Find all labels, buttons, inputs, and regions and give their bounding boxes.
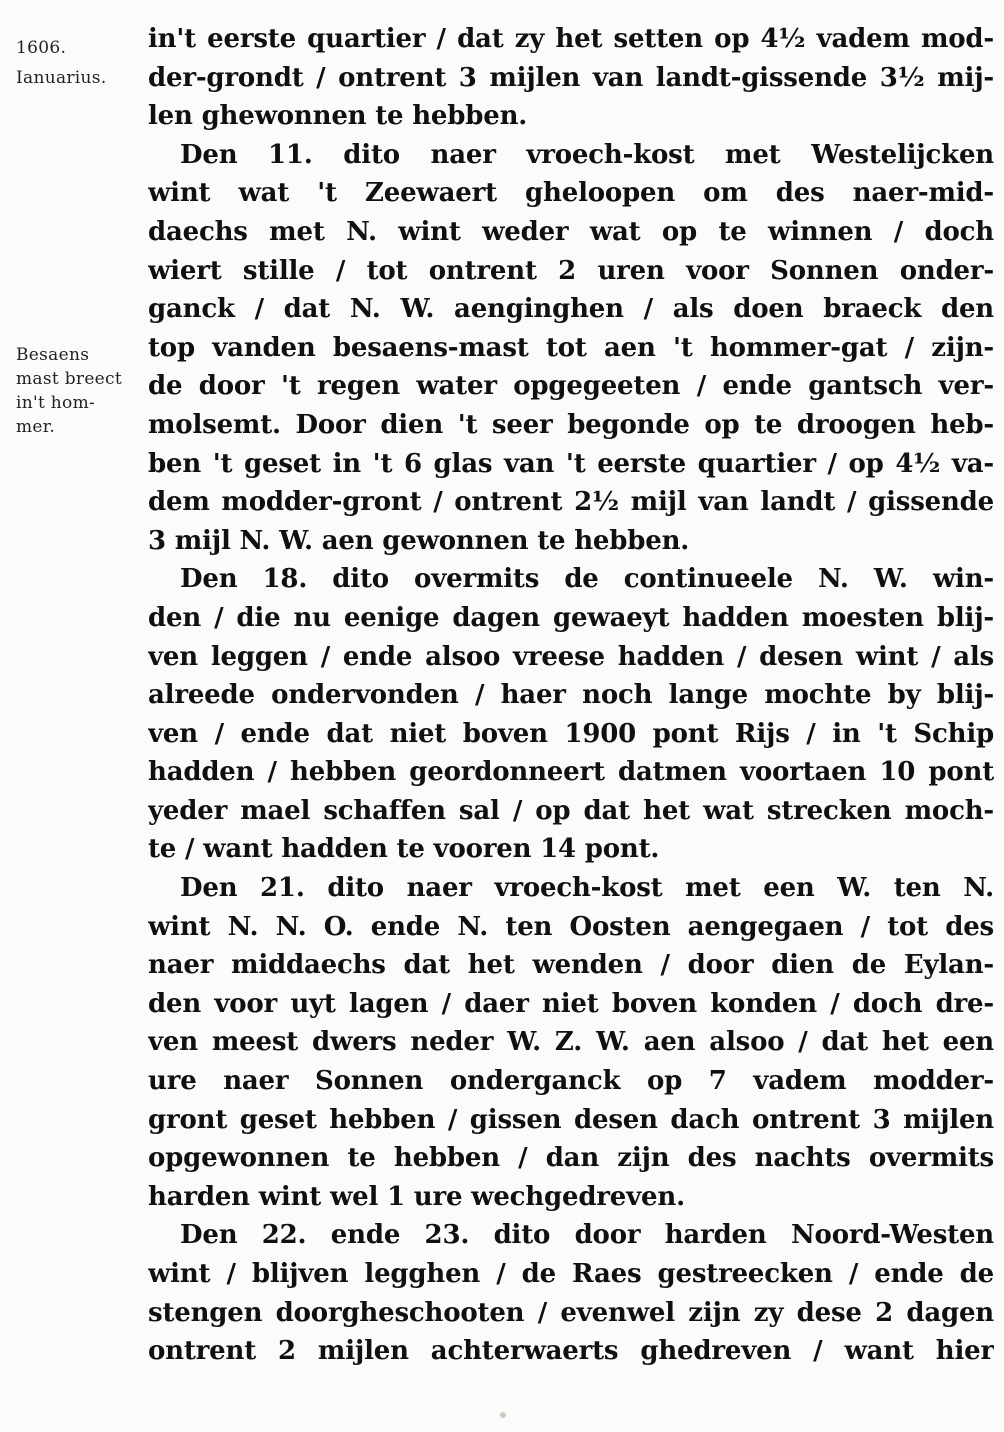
- text-line: ben 't geset in 't 6 glas van 't eerste quartier / op 4½ va-: [148, 448, 994, 479]
- text-line: de door 't regen water opgegeeten / ende gantsch ver-: [148, 371, 994, 402]
- paragraph-start-line: Den 21. dito naer vroech-kost met een W. ten N.: [180, 873, 994, 904]
- margin-year-text: 1606.: [16, 38, 67, 58]
- text-line: gront geset hebben / gissen desen dach ontrent 3 mijlen: [148, 1104, 994, 1135]
- text-line: den / die nu eenige dagen gewaeyt hadden moesten blij-: [148, 602, 994, 633]
- text-line: daechs met N. wint weder wat op te winnen / doch: [148, 216, 994, 247]
- text-line: in't eerste quartier / dat zy het setten op 4½ vadem mod-: [148, 24, 994, 54]
- text-line: alreede ondervonden / haer noch lange mochte by blij-: [148, 680, 994, 711]
- margin-note-line: in't hom-: [16, 393, 96, 413]
- paragraph-start-line: Den 22. ende 23. dito door harden Noord-Westen: [180, 1220, 994, 1251]
- text-line: wint N. N. O. ende N. ten Oosten aengegaen / tot des: [148, 911, 994, 942]
- text-line: wiert stille / tot ontrent 2 uren voor Sonnen onder-: [148, 255, 994, 286]
- text-line: ven / ende dat niet boven 1900 pont Rijs / in 't Schip: [148, 718, 994, 749]
- text-line: ven leggen / ende alsoo vreese hadden / desen wint / als: [148, 641, 994, 672]
- text-line: ven meest dwers neder W. Z. W. aen alsoo / dat het een: [148, 1027, 994, 1058]
- paragraph-start-line: Den 18. dito overmits de continueele N. W. win-: [180, 564, 994, 595]
- text-line: top vanden besaens-mast tot aen 't hommer-gat / zijn-: [148, 332, 994, 363]
- main-text-column: [148, 20, 994, 1371]
- text-line: wint / blijven legghen / de Raes gestreecken / ende de: [148, 1259, 994, 1289]
- text-line: ure naer Sonnen onderganck op 7 vadem modder-: [148, 1066, 994, 1097]
- text-line: hadden / hebben geordonneert datmen voortaen 10 pont: [148, 757, 994, 788]
- text-line: stengen doorgheschooten / evenwel zijn zy dese 2 dagen: [148, 1297, 994, 1328]
- margin-note-year: [16, 36, 126, 60]
- margin-note-line: Besaens: [16, 345, 90, 365]
- text-line: der-grondt / ontrent 3 mijlen van landt-gissende 3½ mij-: [148, 62, 994, 93]
- text-line: molsemt. Door dien 't seer begonde op te droogen heb-: [148, 409, 994, 440]
- text-line: dem modder-gront / ontrent 2½ mijl van landt / gissende: [148, 487, 994, 518]
- text-line: opgewonnen te hebben / dan zijn des nachts overmits: [148, 1143, 994, 1174]
- text-line: wint wat 't Zeewaert gheloopen om des naer-mid-: [148, 178, 994, 209]
- text-line: ganck / dat N. W. aenginghen / als doen braeck den: [148, 294, 994, 325]
- text-line: den voor uyt lagen / daer niet boven konden / doch dre-: [148, 988, 994, 1019]
- margin-note-line: mer.: [16, 417, 56, 437]
- text-line: naer middaechs dat het wenden / door dien de Eylan-: [148, 950, 994, 981]
- margin-note-line: mast breect: [16, 369, 122, 389]
- paper-speck: [500, 1412, 506, 1418]
- margin-note-mast: [16, 343, 151, 439]
- text-line: harden wint wel 1 ure wechgedreven.: [148, 1181, 685, 1212]
- text-line: 3 mijl N. W. aen gewonnen te hebben.: [148, 525, 690, 556]
- text-line: yeder mael schaffen sal / op dat het wat strecken moch-: [148, 795, 994, 826]
- text-line: ontrent 2 mijlen achterwaerts ghedreven / want hier: [148, 1336, 994, 1367]
- margin-month-text: Ianuarius.: [16, 68, 107, 88]
- text-line: te / want hadden te vooren 14 pont.: [148, 834, 660, 865]
- text-line: len ghewonnen te hebben.: [148, 101, 528, 132]
- margin-note-month: [16, 66, 141, 90]
- paragraph-start-line: Den 11. dito naer vroech-kost met Westelijcken: [180, 139, 994, 170]
